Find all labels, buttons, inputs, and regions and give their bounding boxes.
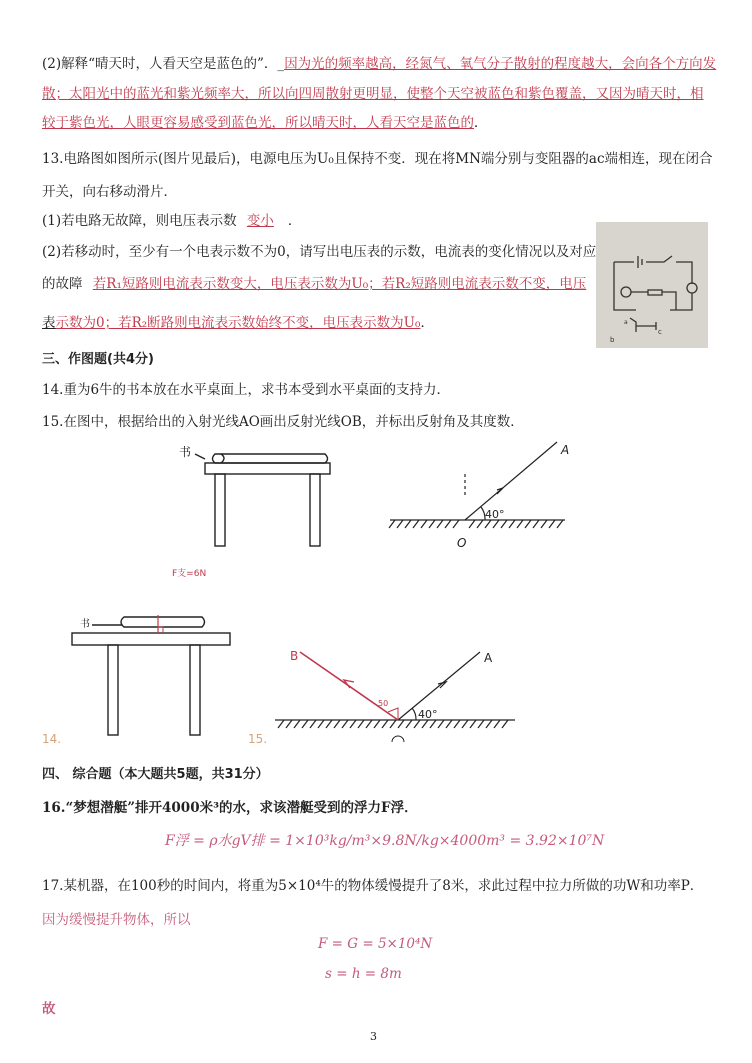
circuit-photo	[596, 222, 708, 348]
page-number: 3	[370, 1030, 377, 1043]
q12-end: ．	[474, 115, 488, 131]
q15-answer-label-A: A	[484, 651, 493, 665]
section4-heading: 四、 综合题（本大题共5题，共31分）	[42, 767, 269, 782]
q15-label-O: O	[457, 536, 467, 550]
q15-answer-label-B: B	[290, 649, 299, 663]
q15-answer-number: 15.	[248, 732, 268, 746]
svg-text:b: b	[610, 336, 615, 344]
q16-text: 16.“梦想潜艇”排开4000米³的水，求该潜艇受到的浮力F浮．	[42, 800, 418, 816]
q13-part2-answer-line1: 若R₁短路则电流表示数变大，电压表示数为U₀；若R₂短路则电流表示数不变，电压	[92, 276, 587, 292]
q15-label-A: A	[561, 443, 570, 457]
q17-answer-line2: 故	[42, 1001, 56, 1017]
svg-text:c: c	[658, 328, 662, 336]
q15-figure	[385, 438, 575, 553]
q13-stem-line2: 开关，向右移动滑片．	[42, 184, 177, 200]
q17-equation2: s = h = 8m	[325, 966, 402, 982]
q14-book-label: 书	[179, 445, 192, 459]
q12-prefix: (2)解释“晴天时，人看天空是蓝色的”．_	[42, 56, 285, 72]
q17-answer-line1: 因为缓慢提升物体，所以	[42, 912, 191, 928]
q14-figure	[175, 440, 335, 575]
q15-answer-reflect-angle: 50	[378, 699, 389, 708]
q13-part2-answer-line2b: 示数为0；若R₂断路则电流表示数始终不变，电压表示数为U₀	[55, 315, 421, 331]
section3-heading: 三、作图题(共4分)	[42, 352, 154, 367]
q13-part2-end: ．	[420, 315, 434, 331]
q13-part2-line1: (2)若移动时，至少有一个电表示数不为0，请写出电压表的示数，电流表的变化情况以及对应	[42, 244, 597, 260]
q15-angle: 40°	[485, 508, 505, 521]
q13-part2-answer-line2a: 表	[42, 315, 56, 331]
svg-text:a: a	[624, 319, 628, 326]
q13-part1-answer: 变小	[246, 213, 274, 229]
q15-answer-figure	[270, 640, 535, 745]
q13-part1-end: ．	[287, 213, 302, 229]
q12-answer-line2: 散；太阳光中的蓝光和紫光频率大，所以向四周散射更明显，使整个天空被蓝色和紫色覆盖，又因为晴天时，相	[42, 86, 704, 102]
q14-answer-book-label: 书	[80, 619, 90, 630]
q13-part1-text: (1)若电路无故障，则电压表示数	[42, 213, 237, 229]
q12-answer-line1: 因为光的频率越高，经氮气、氧气分子散射的程度越大，会向各个方向发	[284, 56, 717, 72]
force-label: F支=6N	[172, 569, 207, 579]
q15-answer-angle: 40°	[418, 708, 438, 721]
q16-equation: F浮 = ρ水gV排 = 1×10³kg/m³×9.8N/kg×4000m³ = 3.92×10⁷N	[165, 833, 605, 849]
q14-answer-number: 14.	[42, 732, 62, 746]
q13-part2-prefix: 的故障	[42, 276, 83, 292]
q15-text: 15.在图中，根据给出的入射光线AO画出反射光线OB，并标出反射角及其度数．	[42, 414, 524, 430]
q12-answer-line3: 较于紫色光，人眼更容易感受到蓝色光，所以晴天时，人看天空是蓝色的	[42, 115, 474, 131]
q17-equation1: F = G = 5×10⁴N	[318, 936, 433, 952]
q14-answer-figure	[62, 605, 242, 740]
q17-text: 17.某机器，在100秒的时间内，将重为5×10⁴牛的物体缓慢提升了8米，求此过程中拉力所做的功W和功率P．	[42, 878, 704, 894]
q13-stem-line1: 13.电路图如图所示(图片见最后)，电源电压为U₀且保持不变．现在将MN端分别与变阻器的ac端相连，现在闭合	[42, 151, 713, 167]
q14-text: 14.重为6牛的书本放在水平桌面上，求书本受到水平桌面的支持力．	[42, 382, 451, 398]
